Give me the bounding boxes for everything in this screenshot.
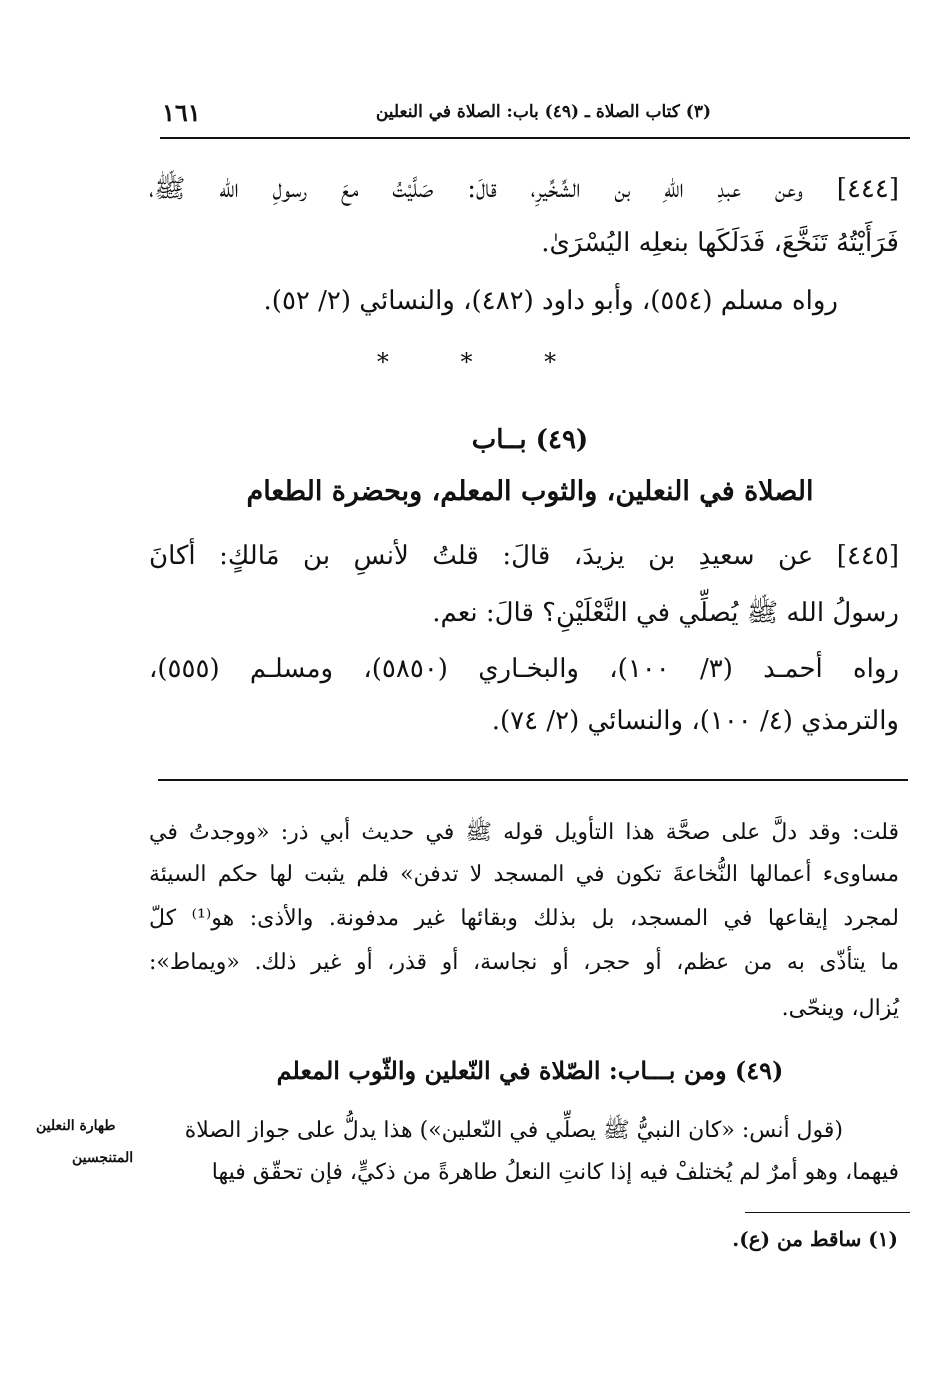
margin-note: المتنجسين bbox=[72, 1150, 134, 1166]
hadith-444-source: رواه مسلم (٥٥٤)، وأبو داود (٤٨٢)، والنسائي (٢/ ٥٢). bbox=[263, 286, 838, 316]
page-number: ١٦١ bbox=[162, 98, 201, 127]
hadith-445-line2: رسولُ الله ﷺ يُصلِّي في النَّعْلَيْنِ؟ قالَ: نعم. bbox=[432, 598, 899, 628]
chapter-title: الصلاة في النعلين، والثوب المعلم، وبحضرة الطعام bbox=[246, 476, 814, 507]
separator-star: * bbox=[376, 348, 389, 376]
commentary-line: يُزال، وينحّى. bbox=[781, 996, 899, 1021]
commentary-line: قلت: وقد دلَّ على صحَّة هذا التأويل قوله ﷺ في حديث أبي ذر: «ووجدتُ في bbox=[149, 820, 899, 845]
chapter-number: (٤٩) بــاب bbox=[471, 425, 589, 455]
margin-note: طهارة النعلين bbox=[36, 1118, 116, 1134]
separator-star: * bbox=[544, 348, 557, 376]
running-header bbox=[162, 98, 711, 130]
commentary-section-heading: (٤٩) ومن بـــاب: الصّلاة في النّعلين والثّوب المعلم bbox=[276, 1056, 784, 1085]
commentary-line: مساوىء أعمالها النُّخاعةَ تكون في المسجد لا تدفن» فلم يثبت لها حكم السيئة bbox=[149, 862, 899, 887]
hadith-444-line1: [٤٤٤] وعن عبدِ اللهِ بن الشِّخِّيرِ، قالَ: صَلَّيْتُ معَ رسولِ الله ﷺ، bbox=[149, 174, 899, 204]
footnote: (١) ساقط من (ع). bbox=[732, 1227, 898, 1251]
hadith-445-source-line2: والترمذي (٤/ ١٠٠)، والنسائي (٢/ ٧٤). bbox=[491, 706, 899, 736]
section-separator bbox=[0, 348, 933, 376]
separator-star: * bbox=[460, 348, 473, 376]
footnote-rule bbox=[745, 1212, 910, 1213]
commentary-line: فيهما، وهو أمرٌ لم يُختلفْ فيه إذا كانتِ النعلُ طاهرةً من ذكيٍّ، فإن تحقّق فيها bbox=[211, 1160, 899, 1185]
hadith-444-line2: فَرَأَيْتُهُ تَنَخَّعَ، فَدَلَكَها بنعلِه اليُسْرَىٰ. bbox=[541, 228, 899, 258]
commentary-line: (قول أنس: «كان النبيُّ ﷺ يصلِّي في النّعلين») هذا يدلُّ على جواز الصلاة bbox=[184, 1118, 843, 1143]
commentary-line: لمجرد إيقاعها في المسجد، بل بذلك وبقائها غير مدفونة. والأذى: هو⁽¹⁾ كلّ bbox=[149, 906, 899, 931]
commentary-separator-rule bbox=[158, 779, 908, 781]
hadith-445-line1: [٤٤٥] عن سعيدِ بن يزيدَ، قالَ: قلتُ لأنسِ بن مَالكٍ: أكانَ bbox=[149, 541, 899, 571]
header-rule bbox=[160, 137, 910, 139]
hadith-445-source-line1: رواه أحمـد (٣/ ١٠٠)، والبخـاري (٥٨٥٠)، ومسلـم (٥٥٥)، bbox=[149, 654, 899, 684]
commentary-line: ما يتأذّى به من عظم، أو حجر، أو نجاسة، أو قذر، أو غير ذلك. «ويماط»: bbox=[149, 950, 899, 975]
header-title: (٣) كتاب الصلاة ـ (٤٩) باب: الصلاة في النعلين bbox=[375, 102, 711, 122]
